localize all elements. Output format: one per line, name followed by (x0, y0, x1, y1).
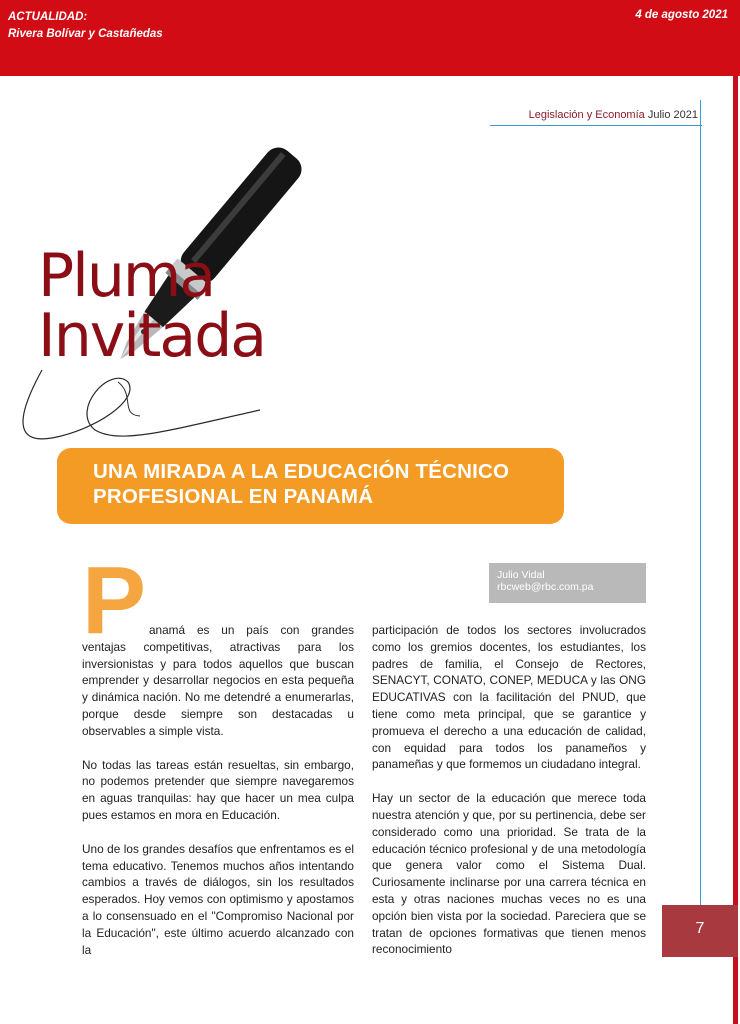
drop-cap: P (82, 547, 147, 654)
title-invitada: Invitada (38, 301, 266, 371)
firm-name: Rivera Bolívar y Castañedas (8, 28, 163, 40)
article-title-line1: UNA MIRADA A LA EDUCACIÓN TÉCNICO (93, 460, 510, 483)
magazine-title (529, 109, 698, 121)
header-divider (490, 125, 702, 126)
title-pluma: Pluma (38, 241, 215, 311)
paragraph: Uno de los grandes desafíos que enfrentamos es el tema educativo. Tenemos muchos años intentando cambios a través de diálogos, sin los resultados esperados. Hoy vemos con optimismo y apostamos a lo consensuado en el "Compromiso Nacional por la Educación", este último acuerdo alcanzado con la (82, 841, 354, 957)
magazine-name: Legislación y Economía (528, 109, 645, 121)
article-title-banner (57, 448, 564, 524)
header-bar (0, 0, 740, 76)
page-number-box (662, 905, 738, 957)
paragraph: Hay un sector de la educación que merece toda nuestra atención y que, por su pertinencia, debe ser considerado como una prioridad. Se trata de la educación técnico profesional y de una metodología que genera valor como el Sistema Dual. Curiosamente inclinarse por una carrera técnica en esta y otras naciones muchas veces no es una opción bien vista por la sociedad. Pareciera que se tratan de opciones formativas que tienen menos reconocimiento (372, 791, 646, 957)
header-date: 4 de agosto 2021 (635, 9, 728, 21)
author-email: rbcweb@rbc.com.pa (497, 581, 594, 593)
section-label: ACTUALIDAD: (8, 11, 88, 23)
right-margin-rule (733, 76, 738, 1024)
article-column-2 (372, 622, 646, 975)
header-section (8, 9, 163, 43)
author-box (489, 563, 646, 603)
magazine-issue: Julio 2021 (647, 109, 698, 121)
paragraph: participación de todos los sectores involucrados como los gremios docentes, los estudiantes, los padres de familia, el Consejo de Rectores, SENACYT, CONATO, CONEP, MEDUCA y las ONG EDUCATIVAS con la facilitación del PNUD, que tiene como meta principal, que se garantice y promueva el derecho a una educación de calidad, con equidad para todos los panameños y panameñas y que formemos un ciudadano integral. (372, 623, 646, 772)
paragraph: No todas las tareas están resueltas, sin embargo, no podemos pretender que siempre navegaremos en aguas tranquilas: hay que hacer un mea culpa pues estamos en mora en Educación. (82, 757, 354, 822)
article-title (93, 459, 509, 509)
author-name: Julio Vidal (497, 569, 545, 581)
article-column-1 (82, 622, 354, 975)
paragraph: anamá es un país con grandes ventajas competitivas, atractivas para los inversionistas y para todos aquellos que buscan emprender y desarrollar negocios en esta pequeña y dinámica nación. No me detendré a enumerarlas, porque desde siempre son destacadas u observables a simple vista. (82, 623, 354, 738)
article-title-line2: PROFESIONAL EN PANAMÁ (93, 485, 374, 508)
page-number: 7 (695, 920, 705, 937)
vertical-divider (700, 100, 701, 910)
